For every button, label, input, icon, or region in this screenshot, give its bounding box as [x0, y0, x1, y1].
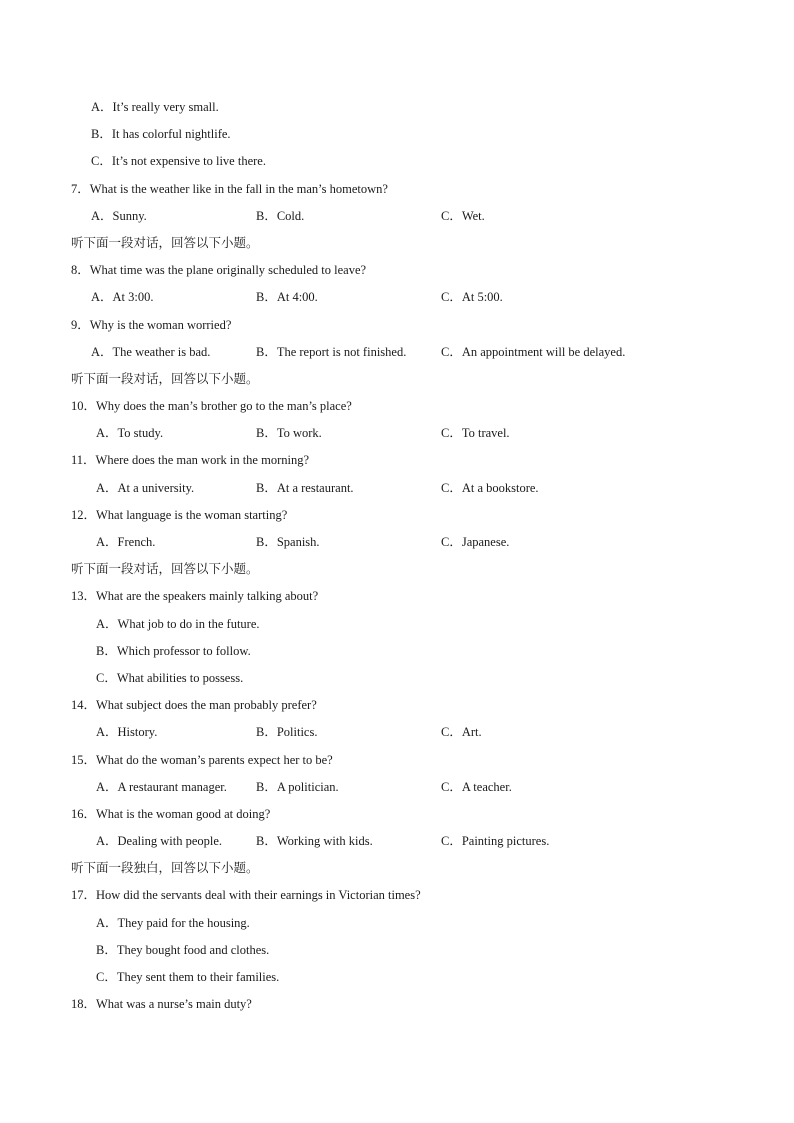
option-text: B．It has colorful nightlife. — [91, 127, 231, 142]
option-text: A．They paid for the housing. — [96, 915, 250, 930]
option-row — [0, 144, 794, 171]
question-text: 14．What subject does the man probably prefer? — [71, 698, 317, 713]
section-instruction-row — [0, 362, 794, 389]
option-text: C．They sent them to their families. — [96, 970, 280, 984]
option-a: A．History. — [96, 725, 158, 740]
options-row — [0, 525, 794, 552]
option-text: A．It’s really very small. — [91, 100, 219, 114]
option-row — [0, 906, 794, 933]
question-row — [0, 308, 794, 335]
option-text: A．What job to do in the future. — [96, 616, 260, 631]
question-text: 10．Why does the man’s brother go to the man’s place? — [71, 399, 352, 414]
section-instruction: 听下面一段对话，回答以下小题。 — [71, 234, 259, 250]
option-row — [0, 607, 794, 634]
option-b: B．Cold. — [256, 208, 305, 223]
option-a: A．Dealing with people. — [96, 834, 223, 849]
option-b: B．Politics. — [256, 725, 318, 740]
question-row — [0, 443, 794, 470]
options-row — [0, 471, 794, 498]
section-instruction: 听下面一段对话，回答以下小题。 — [71, 561, 259, 577]
option-b: B．To work. — [256, 426, 322, 441]
section-instruction-row — [0, 226, 794, 253]
options-row — [0, 199, 794, 226]
option-c: C．An appointment will be delayed. — [441, 344, 626, 359]
option-c: C．Wet. — [441, 208, 485, 223]
question-row — [0, 688, 794, 715]
option-a: A．At a university. — [96, 480, 195, 495]
question-text: 16．What is the woman good at doing? — [71, 806, 271, 821]
option-text: B．Which professor to follow. — [96, 643, 251, 658]
option-text: C．What abilities to possess. — [96, 670, 244, 685]
option-c: C．At a bookstore. — [441, 480, 539, 495]
option-row — [0, 117, 794, 144]
option-row — [0, 661, 794, 688]
option-row — [0, 90, 794, 117]
question-row — [0, 389, 794, 416]
option-b: B．A politician. — [256, 779, 339, 794]
question-text: 11．Where does the man work in the morning? — [71, 453, 310, 468]
options-row — [0, 416, 794, 443]
option-a: A．A restaurant manager. — [96, 779, 227, 794]
option-text: C．It’s not expensive to live there. — [91, 154, 266, 169]
section-instruction-row — [0, 851, 794, 878]
options-row — [0, 715, 794, 742]
option-b: B．Working with kids. — [256, 834, 373, 849]
option-row — [0, 933, 794, 960]
question-text: 12．What language is the woman starting? — [71, 507, 288, 522]
option-row — [0, 960, 794, 987]
section-instruction-row — [0, 552, 794, 579]
section-instruction: 听下面一段独白，回答以下小题。 — [71, 860, 259, 876]
option-a: A．Sunny. — [91, 208, 147, 223]
question-row — [0, 878, 794, 905]
option-text: B．They bought food and clothes. — [96, 942, 270, 957]
question-row — [0, 743, 794, 770]
exam-page — [0, 90, 794, 1014]
option-b: B．At a restaurant. — [256, 480, 354, 495]
option-a: A．French. — [96, 535, 156, 549]
question-text: 9．Why is the woman worried? — [71, 317, 232, 332]
option-c: C．At 5:00. — [441, 290, 503, 305]
option-c: C．A teacher. — [441, 779, 512, 794]
options-row — [0, 335, 794, 362]
question-text: 8．What time was the plane originally scheduled to leave? — [71, 263, 367, 278]
question-row — [0, 579, 794, 606]
section-instruction: 听下面一段对话，回答以下小题。 — [71, 370, 259, 386]
option-b: B．The report is not finished. — [256, 344, 407, 359]
option-c: C．Painting pictures. — [441, 834, 550, 849]
option-a: A．The weather is bad. — [91, 344, 211, 359]
option-b: B．At 4:00. — [256, 290, 318, 305]
option-b: B．Spanish. — [256, 535, 320, 549]
question-text: 17．How did the servants deal with their earnings in Victorian times? — [71, 888, 421, 903]
question-row — [0, 498, 794, 525]
option-a: A．At 3:00. — [91, 290, 154, 305]
question-row — [0, 987, 794, 1014]
question-row — [0, 253, 794, 280]
options-row — [0, 824, 794, 851]
question-row — [0, 797, 794, 824]
question-text: 15．What do the woman’s parents expect her to be? — [71, 752, 333, 767]
option-row — [0, 634, 794, 661]
option-c: C．Art. — [441, 725, 482, 740]
option-c: C．Japanese. — [441, 535, 510, 549]
question-text: 7．What is the weather like in the fall in the man’s hometown? — [71, 181, 388, 196]
question-text: 18．What was a nurse’s main duty? — [71, 997, 252, 1012]
options-row — [0, 280, 794, 307]
options-row — [0, 770, 794, 797]
question-text: 13．What are the speakers mainly talking about? — [71, 589, 319, 604]
option-c: C．To travel. — [441, 426, 510, 441]
option-a: A．To study. — [96, 426, 164, 441]
question-row — [0, 172, 794, 199]
